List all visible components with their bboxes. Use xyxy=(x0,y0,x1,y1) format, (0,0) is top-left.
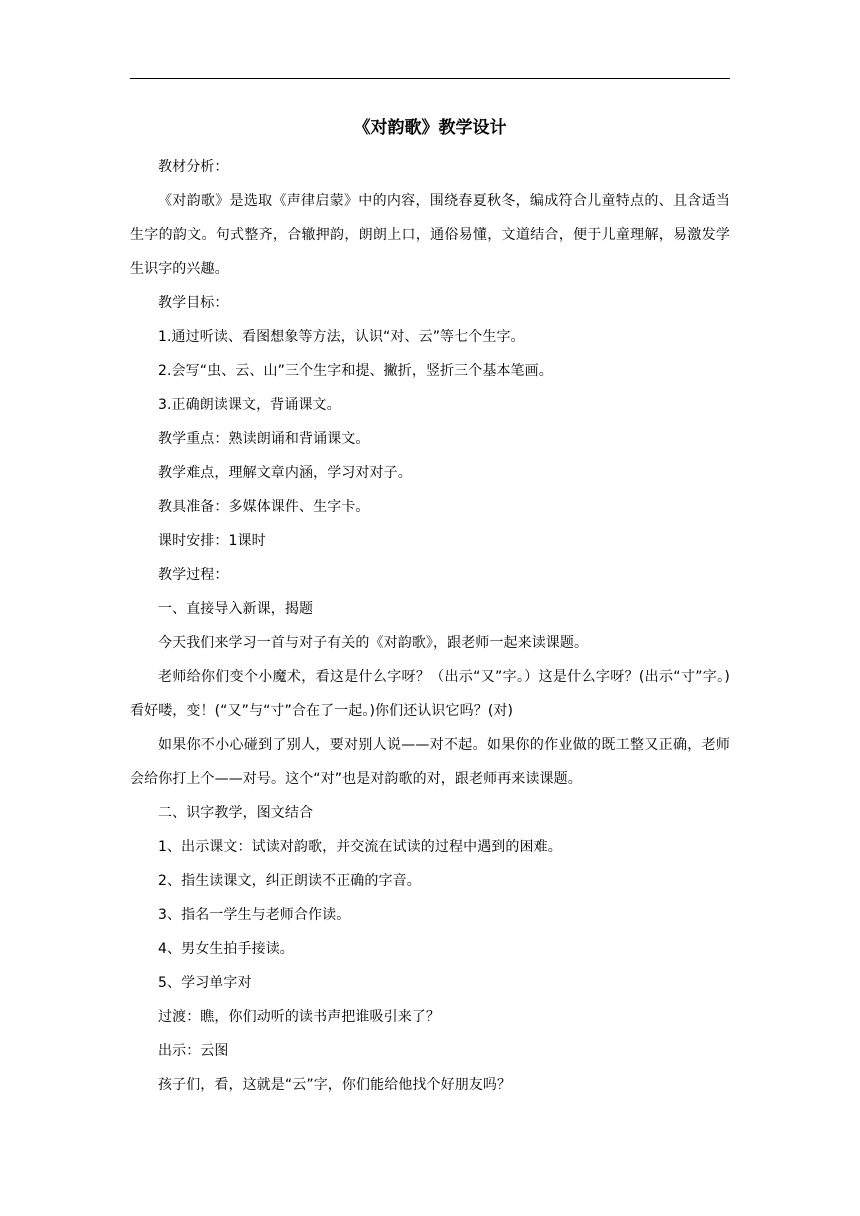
paragraph-transition: 过渡：瞧，你们动听的读书声把谁吸引来了？ xyxy=(158,1009,440,1025)
header-rule xyxy=(130,78,730,79)
paragraph-step-1: 1、出示课文：试读对韵歌，并交流在试读的过程中遇到的困难。 xyxy=(158,839,562,855)
paragraph-cloud-friend: 孩子们，看，这就是“云”字，你们能给他找个好朋友吗？ xyxy=(158,1077,512,1093)
paragraph-step-3: 3、指名一学生与老师合作读。 xyxy=(158,907,351,923)
paragraph-difficulties: 教学难点，理解文章内涵，学习对对子。 xyxy=(158,465,412,481)
paragraph-goal-3: 3.正确朗读课文，背诵课文。 xyxy=(158,397,341,413)
paragraph-dui-meaning: 如果你不小心碰到了别人，要对别人说——对不起。如果你的作业做的既工整又正确，老师会给你打上个——对号。这个“对”也是对韵歌的对，跟老师再来读课题。 xyxy=(130,737,730,787)
paragraph-step-2: 2、指生读课文，纠正朗读不正确的字音。 xyxy=(158,873,421,889)
paragraph-intro: 今天我们来学习一首与对子有关的《对韵歌》，跟老师一起来读课题。 xyxy=(158,635,589,651)
paragraph-process-heading: 教学过程： xyxy=(158,567,229,583)
paragraph-section-1-heading: 一、直接导入新课，揭题 xyxy=(158,601,314,617)
paragraph-teaching-aids: 教具准备：多媒体课件、生字卡。 xyxy=(158,499,370,515)
paragraph-goal-2: 2.会写“虫、云、山”三个生字和提、撇折，竖折三个基本笔画。 xyxy=(158,363,553,379)
paragraph-material-analysis: 《对韵歌》是选取《声律启蒙》中的内容，围绕春夏秋冬，编成符合儿童特点的、且含适当生字的韵文。句式整齐，合辙押韵，朗朗上口，通俗易懂，文道结合，便于儿童理解，易激发学生识字的兴趣。 xyxy=(130,193,730,277)
paragraph-class-hours: 课时安排：1课时 xyxy=(158,533,266,549)
paragraph-show-cloud: 出示：云图 xyxy=(158,1043,229,1059)
paragraph-magic-trick: 老师给你们变个小魔术，看这是什么字呀？（出示“又”字。）这是什么字呀？(出示“寸”字。)看好喽，变！(“又”与“寸”合在了一起。)你们还认识它吗？(对) xyxy=(130,669,730,719)
paragraph-material-analysis-heading: 教材分析： xyxy=(158,159,229,175)
paragraph-key-points: 教学重点：熟读朗诵和背诵课文。 xyxy=(158,431,370,447)
paragraph-step-5: 5、学习单字对 xyxy=(158,975,252,991)
document-title: 《对韵歌》教学设计 xyxy=(353,118,507,138)
paragraph-goal-1: 1.通过听读、看图想象等方法，认识“对、云”等七个生字。 xyxy=(158,329,525,345)
document-body xyxy=(130,150,730,1102)
paragraph-step-4: 4、男女生拍手接读。 xyxy=(158,941,294,957)
paragraph-section-2-heading: 二、识字教学，图文结合 xyxy=(158,805,314,821)
paragraph-teaching-goals-heading: 教学目标： xyxy=(158,295,229,311)
